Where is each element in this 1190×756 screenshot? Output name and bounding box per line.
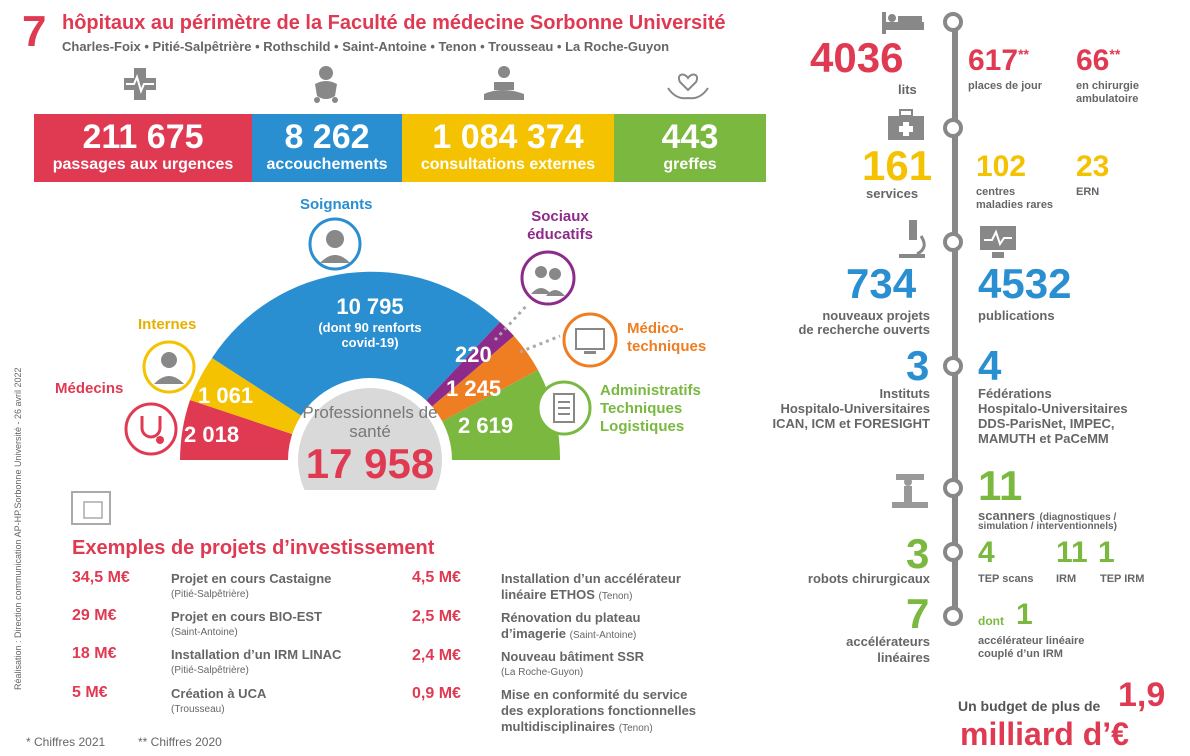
project-text: Projet en cours Castaigne — [171, 571, 332, 586]
robots-value: 3 — [906, 530, 930, 577]
lits-value: 4036 — [810, 34, 904, 81]
blueprint-icon — [70, 488, 114, 528]
project-amount: 4,5 M€ — [412, 569, 461, 586]
accel-value: 7 — [906, 590, 930, 637]
project-text3: multidisciplinaires — [501, 719, 616, 734]
intern-icon — [142, 340, 196, 394]
stat-value: 211 675 — [82, 118, 204, 156]
hospital-list: Charles-Foix • Pitié-Salpêtrière • Rothschild • Saint-Antoine • Tenon • Trousseau • La Roche-Guyon — [62, 39, 670, 54]
connectors — [490, 290, 570, 370]
stat-urgences — [34, 114, 252, 182]
project-sub: (Tenon) — [618, 723, 653, 734]
project-text: Rénovation du plateau — [501, 610, 641, 625]
project-sub: (Pitié-Salpêtrière) — [171, 665, 249, 676]
soignants-value: 10 795 — [336, 294, 404, 319]
project-text: Installation d’un accélérateur — [501, 571, 681, 586]
rares-label1: centres — [976, 186, 1016, 198]
clipboard-icon — [536, 380, 592, 436]
timeline-line — [952, 20, 958, 620]
ambu-value: 66 — [1076, 44, 1110, 77]
services-label: services — [866, 186, 919, 201]
project-amount: 29 M€ — [72, 607, 117, 624]
medecins-label: Médecins — [55, 380, 124, 397]
stat-value: 443 — [661, 118, 719, 156]
microscope-icon — [895, 218, 929, 260]
publications-label: publications — [978, 308, 1055, 323]
services-value: 161 — [862, 142, 933, 189]
project-text: Création à UCA — [171, 686, 267, 701]
stat-value: 1 084 374 — [432, 118, 584, 156]
doctor-patient-icon — [482, 64, 528, 104]
timeline-dot — [943, 12, 963, 32]
admin-value: 2 619 — [458, 413, 514, 438]
fhu-value: 4 — [978, 342, 1002, 389]
ihu-l3: ICAN, ICM et FORESIGHT — [772, 416, 930, 431]
project-sub: (Saint-Antoine) — [171, 627, 238, 638]
timeline-dot — [943, 118, 963, 138]
soignants-note: (dont 90 renforts covid-19) — [318, 320, 422, 350]
admin-label: Administratifs Techniques Logistiques — [600, 382, 701, 435]
ihu-l1: Instituts — [879, 386, 930, 401]
internes-value: 1 061 — [198, 383, 254, 408]
medecins-value: 2 018 — [184, 422, 240, 447]
ambu-block — [1076, 44, 1120, 78]
project-text: Nouveau bâtiment SSR — [501, 649, 645, 664]
tepirm-value: 1 — [1098, 536, 1115, 569]
scanners-note: (diagnostiques / — [1039, 512, 1117, 523]
sociaux-label: Sociaux éducatifs — [527, 208, 593, 243]
stat-label: passages aux urgences — [52, 156, 234, 173]
timeline-dot — [943, 478, 963, 498]
project-amount: 5 M€ — [72, 684, 108, 701]
project-text: Installation d’un IRM LINAC — [171, 647, 342, 662]
medical-cross-heartbeat-icon — [120, 64, 160, 104]
robots-label: robots chirurgicaux — [807, 571, 930, 586]
hospital-count: 7 — [22, 7, 47, 56]
irm-label: IRM — [1056, 573, 1077, 585]
footnote-2021: * Chiffres 2021 — [26, 735, 106, 749]
tep-value: 4 — [978, 536, 995, 569]
sociaux-value: 220 — [455, 342, 492, 367]
robot-arm-icon — [888, 468, 932, 512]
irm-value: 11 — [1056, 536, 1088, 569]
center-label: Professionnels de santé — [302, 403, 438, 441]
stat-accouchements — [252, 114, 402, 182]
recherche-label2: de recherche ouverts — [798, 322, 930, 337]
screen-chart-icon — [978, 224, 1018, 260]
dont-label2: couplé d’un IRM — [978, 648, 1063, 660]
project-sub: (Trousseau) — [171, 704, 225, 715]
jour-label: places de jour — [968, 80, 1042, 92]
project-sub: (Saint-Antoine) — [569, 630, 637, 641]
project-text2: des explorations fonctionnelles — [501, 703, 697, 718]
jour-value: 617 — [968, 44, 1019, 77]
stat-consultations — [402, 114, 614, 182]
rares-label2: maladies rares — [976, 199, 1054, 211]
lits-label: lits — [898, 82, 917, 97]
accel-label1: accélérateurs — [846, 634, 930, 649]
medkit-icon — [886, 108, 926, 142]
page-title: hôpitaux au périmètre de la Faculté de médecine Sorbonne Université — [62, 12, 726, 34]
timeline-dot — [943, 356, 963, 376]
project-amount: 34,5 M€ — [72, 569, 130, 586]
project-amount: 2,5 M€ — [412, 608, 461, 625]
timeline-dot — [943, 606, 963, 626]
jour-block — [968, 44, 1029, 78]
ihu-l2: Hospitalo-Universitaires — [780, 401, 930, 416]
center-value: 17 958 — [305, 440, 435, 487]
jour-sup: ** — [1018, 46, 1029, 62]
tepirm-label: TEP IRM — [1100, 573, 1145, 585]
fhu-l4: MAMUTH et PaCeMM — [978, 431, 1109, 446]
ern-label: ERN — [1076, 186, 1100, 198]
stat-value: 8 262 — [284, 118, 370, 156]
credit-line: Réalisation : Direction communication AP-HP.Sorbonne Université - 26 avril 2022 — [13, 367, 23, 690]
project-amount: 18 M€ — [72, 645, 117, 662]
project-sub: (Tenon) — [598, 591, 633, 602]
internes-label: Internes — [138, 316, 197, 333]
scanners-note2: simulation / interventionnels) — [978, 521, 1117, 532]
timeline-dot — [943, 542, 963, 562]
publications-value: 4532 — [978, 260, 1072, 307]
project-text2: linéaire ETHOS — [501, 587, 595, 602]
project-text: Mise en conformité du service — [501, 687, 688, 702]
scanners-value: 11 — [978, 462, 1023, 509]
dont-label1: accélérateur linéaire — [978, 635, 1085, 647]
tep-label: TEP scans — [978, 573, 1034, 585]
timeline-dot — [943, 232, 963, 252]
stat-label: accouchements — [266, 156, 388, 173]
dont-value: 1 — [1016, 598, 1033, 631]
project-sub: (La Roche-Guyon) — [501, 667, 584, 678]
soignants-label: Soignants — [300, 196, 373, 213]
fhu-l2: Hospitalo-Universitaires — [978, 401, 1128, 416]
project-text2: d’imagerie — [501, 626, 567, 641]
project-sub: (Pitié-Salpêtrière) — [171, 589, 249, 600]
project-amount: 0,9 M€ — [412, 685, 461, 702]
budget-prefix: Un budget de plus de — [958, 698, 1101, 714]
hands-heart-icon — [666, 64, 710, 104]
stat-label: consultations externes — [420, 156, 596, 173]
recherche-value: 734 — [846, 260, 917, 307]
monitor-icon — [562, 312, 618, 368]
scanners-label: scanners — [978, 508, 1036, 523]
fhu-l1: Fédérations — [978, 386, 1052, 401]
ambu-label: en chirurgie ambulatoire — [1076, 80, 1139, 105]
footnote-2020: ** Chiffres 2020 — [138, 735, 222, 749]
baby-icon — [309, 64, 343, 104]
projects-title: Exemples de projets d’investissement — [72, 537, 435, 559]
medico-value: 1 245 — [446, 376, 502, 401]
soignants-block — [305, 294, 435, 350]
project-amount: 2,4 M€ — [412, 647, 461, 664]
nurse-icon — [308, 217, 362, 271]
stat-label: greffes — [663, 156, 717, 173]
stethoscope-icon — [124, 402, 178, 456]
fhu-l3: DDS-ParisNet, IMPEC, — [978, 416, 1115, 431]
budget-value: 1,9 — [1118, 676, 1166, 714]
budget-unit: milliard d’€ — [960, 716, 1129, 752]
ihu-value: 3 — [906, 342, 930, 389]
ambu-sup: ** — [1109, 46, 1121, 62]
ern-value: 23 — [1076, 150, 1110, 183]
medico-label: Médico-techniques — [627, 320, 707, 355]
project-text: Projet en cours BIO-EST — [171, 609, 322, 624]
dont-prefix: dont — [978, 614, 1004, 628]
accel-label2: linéaires — [877, 650, 930, 665]
rares-value: 102 — [976, 150, 1027, 183]
stat-greffes — [614, 114, 766, 182]
recherche-label1: nouveaux projets — [822, 308, 930, 323]
